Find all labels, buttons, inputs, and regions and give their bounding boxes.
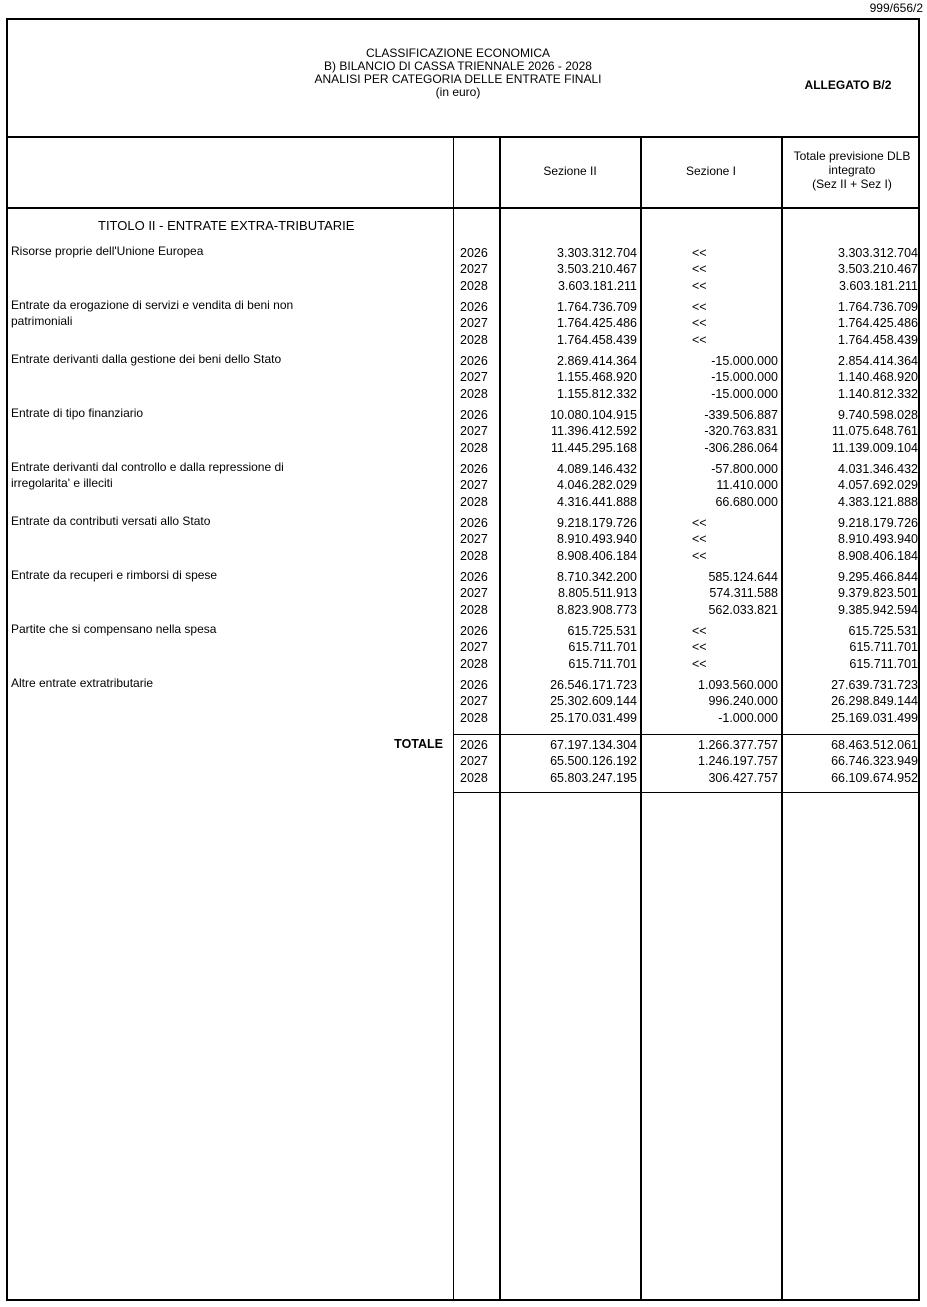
total-cell: 9.379.823.501 [838,586,918,601]
column-header-total-line-3: (Sez II + Sez I) [812,177,892,191]
year-cell: 2026 [460,738,488,752]
totale-bottom-rule [453,792,918,793]
year-cell: 2026 [460,462,488,476]
year-cell: 2027 [460,370,488,385]
year-cell: 2027 [460,586,488,601]
sezione-i-cell: << [692,516,707,530]
category-label-line-1: Entrate da recuperi e rimborsi di spese [11,568,218,582]
total-cell: 66.109.674.952 [831,770,918,785]
sezione-ii-cell: 8.710.342.200 [557,570,637,584]
sezione-i-cell: << [692,640,707,655]
sezione-i-cell: << [692,262,707,277]
year-cell: 2027 [460,694,488,709]
year-cell: 2027 [460,262,488,277]
total-cell: 1.140.812.332 [838,386,918,401]
total-cell: 27.639.731.723 [831,678,918,692]
year-cell: 2026 [460,624,488,638]
sezione-ii-cell: 4.089.146.432 [557,462,637,476]
total-cell: 68.463.512.061 [831,738,918,752]
year-cell: 2028 [460,770,488,785]
sezione-ii-cell: 3.503.210.467 [557,262,637,277]
sezione-i-cell: << [692,624,707,638]
category-label-line-2: irregolarita' e illeciti [11,476,113,490]
total-cell: 9.295.466.844 [838,570,918,584]
sezione-ii-cell: 1.764.458.439 [557,332,637,347]
total-cell: 25.169.031.499 [831,710,918,725]
sezione-ii-cell: 8.805.511.913 [557,586,637,601]
sezione-ii-cell: 65.500.126.192 [550,754,637,769]
sezione-ii-cell: 1.155.468.920 [557,370,637,385]
year-cell: 2027 [460,316,488,331]
category-label [11,459,341,491]
category-label [11,513,341,529]
total-cell: 8.908.406.184 [838,548,918,563]
year-cell: 2028 [460,494,488,509]
total-cell: 8.910.493.940 [838,532,918,547]
year-cell: 2026 [460,570,488,584]
column-header-total [783,149,921,191]
column-header-total-line-1: Totale previsione DLB [793,149,911,163]
sezione-ii-cell: 4.046.282.029 [557,478,637,493]
year-cell: 2026 [460,516,488,530]
column-header-total-line-2: integrato [828,163,876,177]
year-cell: 2028 [460,710,488,725]
year-cell: 2026 [460,354,488,368]
year-cell: 2027 [460,754,488,769]
total-cell: 26.298.849.144 [831,694,918,709]
sezione-i-cell: 1.266.377.757 [698,738,778,752]
sezione-i-cell: 574.311.588 [709,586,778,601]
sezione-ii-cell: 1.764.425.486 [557,316,637,331]
sezione-i-cell: << [692,656,707,671]
sezione-ii-cell: 67.197.134.304 [550,738,637,752]
category-label-line-1: Entrate derivanti dalla gestione dei beni dello Stato [11,352,282,366]
totale-label: TOTALE [394,737,443,751]
sezione-i-cell: -15.000.000 [711,370,778,385]
total-cell: 615.725.531 [848,624,918,638]
total-cell: 9.740.598.028 [838,408,918,422]
total-cell: 66.746.323.949 [831,754,918,769]
year-cell: 2026 [460,678,488,692]
sezione-i-cell: 306.427.757 [708,770,778,785]
year-cell: 2028 [460,278,488,293]
category-label [11,405,341,421]
total-cell: 3.603.181.211 [838,278,918,293]
year-cell: 2026 [460,408,488,422]
section-title: TITOLO II - ENTRATE EXTRA-TRIBUTARIE [98,218,355,233]
sezione-ii-cell: 9.218.179.726 [557,516,637,530]
sezione-i-cell: 1.246.197.757 [698,754,778,769]
sezione-i-cell: << [692,278,707,293]
sezione-i-cell: << [692,300,707,314]
category-label [11,675,341,691]
year-cell: 2028 [460,548,488,563]
year-cell: 2027 [460,640,488,655]
category-label-line-1: Entrate di tipo finanziario [11,406,144,420]
sezione-i-cell: -320.763.831 [704,424,778,439]
total-cell: 9.218.179.726 [838,516,918,530]
sezione-ii-cell: 615.725.531 [567,624,637,638]
year-cell: 2026 [460,246,488,260]
sezione-i-cell: -306.286.064 [704,440,778,455]
sezione-i-cell: -339.506.887 [704,408,778,422]
sezione-ii-cell: 25.170.031.499 [550,710,637,725]
column-header-sez2: Sezione II [543,164,597,178]
sezione-i-cell: 66.680.000 [715,494,778,509]
category-label [11,243,341,259]
column-rule-year [453,137,454,1301]
category-label [11,297,341,329]
category-label-line-1: Risorse proprie dell'Unione Europea [11,244,204,258]
sezione-i-cell: 11.410.000 [716,478,778,493]
title-line-4: (in euro) [435,85,481,99]
column-header-sez1: Sezione I [685,164,737,178]
sezione-ii-cell: 10.080.104.915 [550,408,637,422]
year-cell: 2028 [460,440,488,455]
sezione-i-cell: << [692,332,707,347]
title-line-2: B) BILANCIO DI CASSA TRIENNALE 2026 - 2028 [324,59,592,73]
sezione-i-cell: << [692,316,707,331]
sezione-ii-cell: 3.603.181.211 [557,278,637,293]
allegato-label: ALLEGATO B/2 [804,78,892,92]
total-cell: 615.711.701 [849,656,918,671]
sezione-ii-cell: 2.869.414.364 [557,354,637,368]
year-cell: 2027 [460,478,488,493]
category-label-line-1: Entrate da erogazione di servizi e vendita di beni non [11,298,294,312]
total-cell: 11.139.009.104 [832,440,918,455]
sezione-ii-cell: 1.764.736.709 [557,300,637,314]
sezione-i-cell: << [692,548,707,563]
sezione-i-cell: 562.033.821 [708,602,778,617]
sezione-i-cell: << [692,246,707,260]
year-cell: 2028 [460,602,488,617]
category-label [11,621,341,637]
sezione-ii-cell: 3.303.312.704 [557,246,637,260]
sezione-ii-cell: 8.823.908.773 [557,602,637,617]
sezione-ii-cell: 11.445.295.168 [551,440,637,455]
category-label-line-2: patrimoniali [11,314,73,328]
total-cell: 11.075.648.761 [832,424,918,439]
sezione-i-cell: 996.240.000 [708,694,778,709]
year-cell: 2028 [460,386,488,401]
sezione-i-cell: -15.000.000 [711,386,778,401]
sezione-ii-cell: 65.803.247.195 [550,770,637,785]
title-line-1: CLASSIFICAZIONE ECONOMICA [365,46,551,60]
document-title [8,47,908,99]
sezione-ii-cell: 26.546.171.723 [550,678,637,692]
total-cell: 4.057.692.029 [838,478,918,493]
sezione-ii-cell: 11.396.412.592 [551,424,637,439]
title-line-3: ANALISI PER CATEGORIA DELLE ENTRATE FINALI [314,72,602,86]
sezione-i-cell: -57.800.000 [711,462,778,476]
sezione-ii-cell: 4.316.441.888 [557,494,637,509]
total-cell: 1.764.736.709 [838,300,918,314]
category-label-line-1: Entrate da contributi versati allo Stato [11,514,211,528]
total-cell: 3.303.312.704 [838,246,918,260]
total-cell: 4.383.121.888 [838,494,918,509]
total-cell: 3.503.210.467 [838,262,918,277]
page-id: 999/656/2 [869,1,923,15]
sezione-ii-cell: 25.302.609.144 [550,694,637,709]
sezione-ii-cell: 615.711.701 [568,640,637,655]
year-cell: 2027 [460,532,488,547]
year-cell: 2028 [460,656,488,671]
year-cell: 2028 [460,332,488,347]
totale-top-rule [453,734,918,735]
sezione-i-cell: 1.093.560.000 [698,678,778,692]
category-label [11,351,341,367]
year-cell: 2026 [460,300,488,314]
category-label-line-1: Altre entrate extratributarie [11,676,154,690]
total-cell: 1.140.468.920 [838,370,918,385]
total-cell: 1.764.425.486 [838,316,918,331]
sezione-i-cell: -1.000.000 [718,710,778,725]
sezione-ii-cell: 8.908.406.184 [557,548,637,563]
total-cell: 1.764.458.439 [838,332,918,347]
year-cell: 2027 [460,424,488,439]
total-cell: 4.031.346.432 [838,462,918,476]
total-cell: 2.854.414.364 [838,354,918,368]
sezione-i-cell: -15.000.000 [711,354,778,368]
category-label [11,567,341,583]
total-cell: 9.385.942.594 [838,602,918,617]
category-label-line-1: Entrate derivanti dal controllo e dalla repressione di [11,460,284,474]
sezione-ii-cell: 1.155.812.332 [557,386,637,401]
sezione-i-cell: 585.124.644 [708,570,778,584]
category-label-line-1: Partite che si compensano nella spesa [11,622,217,636]
total-cell: 615.711.701 [849,640,918,655]
sezione-ii-cell: 8.910.493.940 [557,532,637,547]
sezione-ii-cell: 615.711.701 [568,656,637,671]
document-frame [6,18,920,1301]
sezione-i-cell: << [692,532,707,547]
